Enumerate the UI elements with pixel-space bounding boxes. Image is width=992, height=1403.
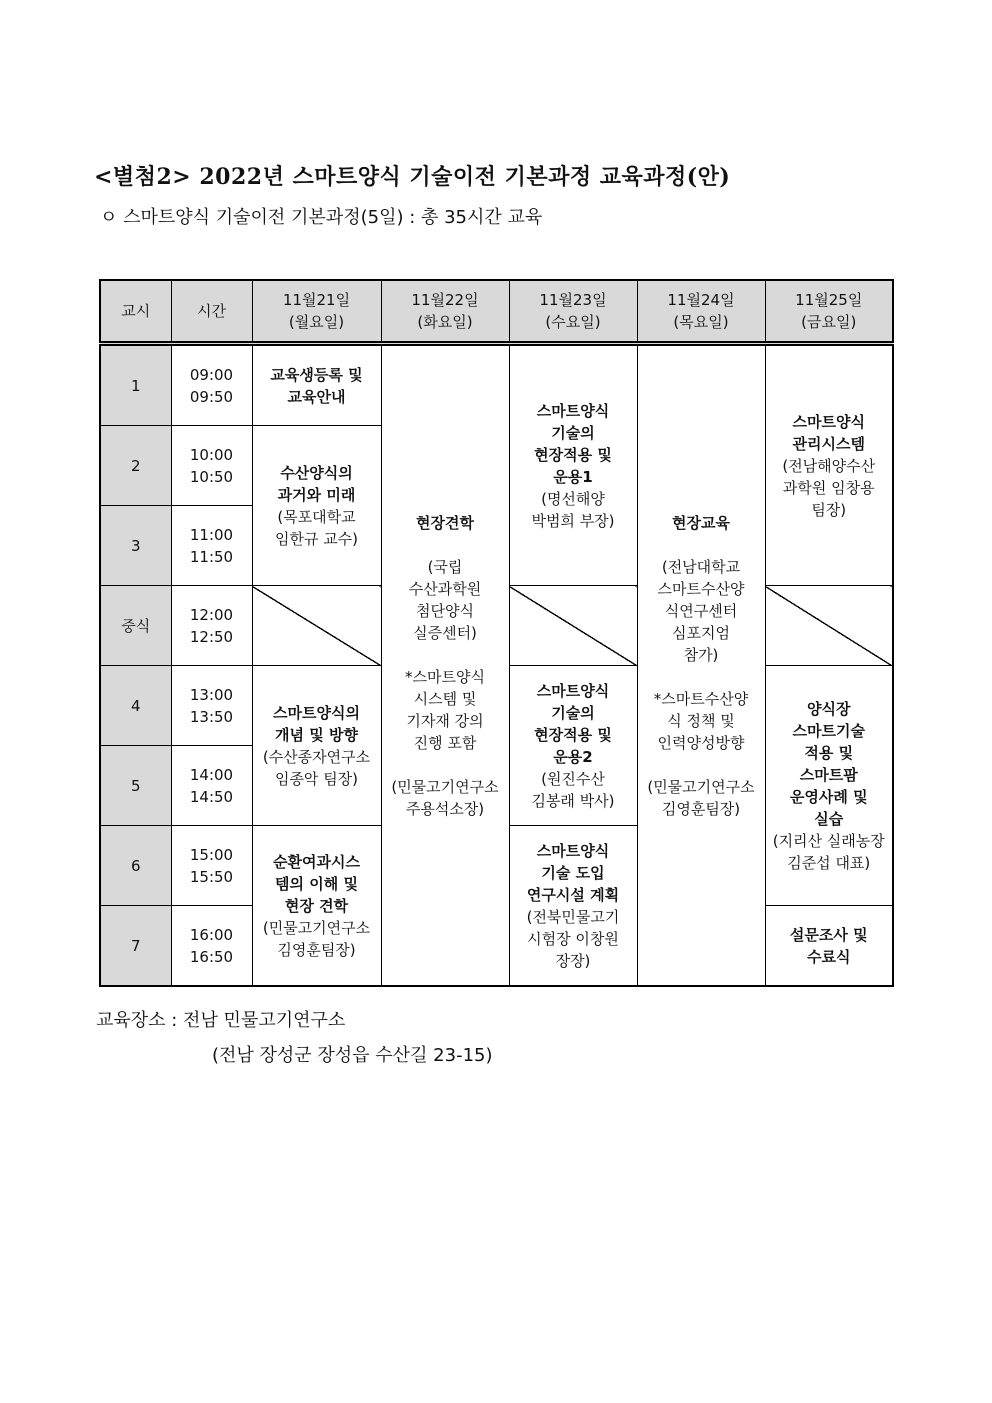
session-title: 운용2 <box>553 747 593 766</box>
time-end: 15:50 <box>189 867 234 886</box>
session-title: 양식장 <box>807 699 851 718</box>
time-cell <box>171 826 252 906</box>
session-note: 진행 포함 <box>413 733 477 752</box>
period-cell: 3 <box>100 506 171 586</box>
session-note: 스마트수산양 <box>657 579 745 598</box>
session-note: 첨단양식 <box>416 601 474 620</box>
time-end: 10:50 <box>189 467 234 486</box>
thu-field-education <box>637 344 765 987</box>
day-date: 11월22일 <box>411 291 479 309</box>
session-title: 순환여과시스 <box>273 852 360 871</box>
session-note: 실증센터) <box>413 623 477 642</box>
time-cell <box>171 506 252 586</box>
schedule-table <box>99 279 894 987</box>
wed-session-1 <box>509 344 637 586</box>
day-weekday: (수요일) <box>545 313 601 331</box>
session-note: (전북민물고기 <box>526 907 620 926</box>
session-title: 관리시스템 <box>792 434 865 453</box>
session-title: 템의 이해 및 <box>275 874 358 893</box>
session-title: 스마트양식 <box>536 841 610 860</box>
session-note: (민물고기연구소 <box>391 777 499 796</box>
session-title: 수산양식의 <box>280 463 353 482</box>
tue-field-trip <box>381 344 509 987</box>
session-note: 주용석소장) <box>405 799 485 818</box>
time-end: 14:50 <box>189 787 234 806</box>
table-row <box>100 344 893 426</box>
time-end: 12:50 <box>189 627 234 646</box>
time-start: 13:00 <box>189 685 234 704</box>
session-title: 운영사례 및 <box>789 787 868 806</box>
time-start: 16:00 <box>189 925 234 944</box>
session-note: 김준섭 대표) <box>787 853 871 872</box>
session-title: 설문조사 및 <box>789 925 868 944</box>
session-title: 현장교육 <box>672 513 730 532</box>
time-end: 11:50 <box>189 547 234 566</box>
header-day-2 <box>381 280 509 344</box>
session-note: (민물고기연구소 <box>647 777 755 796</box>
lunch-slash-cell <box>509 586 637 666</box>
time-start: 14:00 <box>189 765 234 784</box>
session-note: (명선해양 <box>541 489 605 508</box>
day-date: 11월24일 <box>667 291 735 309</box>
time-cell <box>171 586 252 666</box>
period-cell: 중식 <box>100 586 171 666</box>
time-start: 09:00 <box>189 365 234 384</box>
session-note: 인력양성방향 <box>657 733 745 752</box>
header-row <box>100 280 893 344</box>
time-cell <box>171 746 252 826</box>
header-time: 시간 <box>171 280 252 344</box>
header-day-5 <box>765 280 893 344</box>
session-note: 식연구센터 <box>664 601 738 620</box>
session-title: 스마트양식 <box>536 401 610 420</box>
session-title: 개념 및 방향 <box>275 725 358 744</box>
mon-session-1 <box>252 344 381 426</box>
session-title: 스마트양식 <box>536 681 610 700</box>
document-subtitle: ㅇ 스마트양식 기술이전 기본과정(5일) : 총 35시간 교육 <box>100 207 543 228</box>
mon-session-3 <box>252 666 381 826</box>
header-day-4 <box>637 280 765 344</box>
education-place: 교육장소 : 전남 민물고기연구소 <box>96 1010 346 1031</box>
period-cell: 1 <box>100 344 171 426</box>
session-title: 연구시설 계획 <box>526 885 620 904</box>
session-note: 과학원 임창용 <box>782 478 875 497</box>
session-title: 스마트양식의 <box>273 703 360 722</box>
session-note: (원진수산 <box>541 769 605 788</box>
session-note: 시스템 및 <box>413 689 477 708</box>
time-cell <box>171 666 252 746</box>
time-end: 16:50 <box>189 947 234 966</box>
session-note: (수산종자연구소 <box>262 747 371 766</box>
session-note: 수산과학원 <box>408 579 482 598</box>
session-note: 기자재 강의 <box>406 711 484 730</box>
session-note: (지리산 실래농장 <box>772 831 885 850</box>
period-cell: 5 <box>100 746 171 826</box>
session-note: 식 정책 및 <box>667 711 735 730</box>
mon-session-4 <box>252 826 381 987</box>
wed-session-3 <box>509 826 637 987</box>
time-end: 13:50 <box>189 707 234 726</box>
day-weekday: (화요일) <box>417 313 473 331</box>
session-note: (국립 <box>427 557 463 576</box>
fri-session-1 <box>765 344 893 586</box>
session-note: 장장) <box>555 951 591 970</box>
session-note: *스마트수산양 <box>653 689 749 708</box>
time-start: 15:00 <box>189 845 234 864</box>
period-cell: 2 <box>100 426 171 506</box>
session-title: 스마트양식 <box>792 412 865 431</box>
time-end: 09:50 <box>189 387 234 406</box>
fri-session-2 <box>765 666 893 906</box>
session-note: 김영훈팀장) <box>661 799 741 818</box>
session-title: 현장적용 및 <box>534 725 612 744</box>
session-title: 실습 <box>814 809 844 828</box>
session-title: 현장적용 및 <box>534 445 612 464</box>
time-start: 11:00 <box>189 525 234 544</box>
session-title: 기술의 <box>551 703 595 722</box>
day-date: 11월23일 <box>539 291 607 309</box>
session-title: 과거와 미래 <box>277 485 356 504</box>
session-title: 기술 도입 <box>541 863 605 882</box>
session-note: 김영훈팀장) <box>277 940 356 959</box>
session-note: 시험장 이창원 <box>527 929 619 948</box>
session-title: 교육생등록 및 <box>270 365 363 384</box>
session-title: 기술의 <box>551 423 595 442</box>
session-note: 임종악 팀장) <box>274 769 359 788</box>
time-start: 12:00 <box>189 605 234 624</box>
header-day-1 <box>252 280 381 344</box>
session-note: 김봉래 박사) <box>531 791 615 810</box>
fri-session-3 <box>765 906 893 987</box>
day-weekday: (월요일) <box>288 313 345 331</box>
day-weekday: (금요일) <box>801 313 857 331</box>
session-title: 수료식 <box>807 947 851 966</box>
lunch-slash-cell <box>252 586 381 666</box>
period-cell: 4 <box>100 666 171 746</box>
session-note: (전남대학교 <box>661 557 741 576</box>
session-title: 현장 견학 <box>284 896 349 915</box>
day-weekday: (목요일) <box>673 313 729 331</box>
period-cell: 6 <box>100 826 171 906</box>
session-note: *스마트양식 <box>405 667 485 686</box>
session-note: (민물고기연구소 <box>262 918 371 937</box>
session-note: 심포지엄 <box>672 623 730 642</box>
session-note: 참가) <box>683 645 719 664</box>
session-note: 임한규 교수) <box>274 529 359 548</box>
session-note: (전남해양수산 <box>782 456 876 475</box>
session-title: 현장견학 <box>416 513 474 532</box>
session-note: 박범희 부장) <box>531 511 615 530</box>
session-note: 팀장) <box>811 500 847 519</box>
header-period: 교시 <box>100 280 171 344</box>
time-cell <box>171 344 252 426</box>
time-cell <box>171 906 252 987</box>
lunch-slash-cell <box>765 586 893 666</box>
education-address: (전남 장성군 장성읍 수산길 23-15) <box>212 1045 493 1066</box>
session-title: 운용1 <box>553 467 593 486</box>
session-title: 스마트기술 <box>792 721 865 740</box>
document-title: <별첨2> 2022년 스마트양식 기술이전 기본과정 교육과정(안) <box>94 164 731 190</box>
session-note: (목포대학교 <box>277 507 356 526</box>
wed-session-2 <box>509 666 637 826</box>
day-date: 11월21일 <box>282 291 351 309</box>
time-start: 10:00 <box>189 445 234 464</box>
header-day-3 <box>509 280 637 344</box>
session-title: 스마트팜 <box>799 765 858 784</box>
session-title: 교육안내 <box>287 387 346 406</box>
day-date: 11월25일 <box>795 291 863 309</box>
time-cell <box>171 426 252 506</box>
mon-session-2 <box>252 426 381 586</box>
session-title: 적용 및 <box>804 743 854 762</box>
period-cell: 7 <box>100 906 171 987</box>
